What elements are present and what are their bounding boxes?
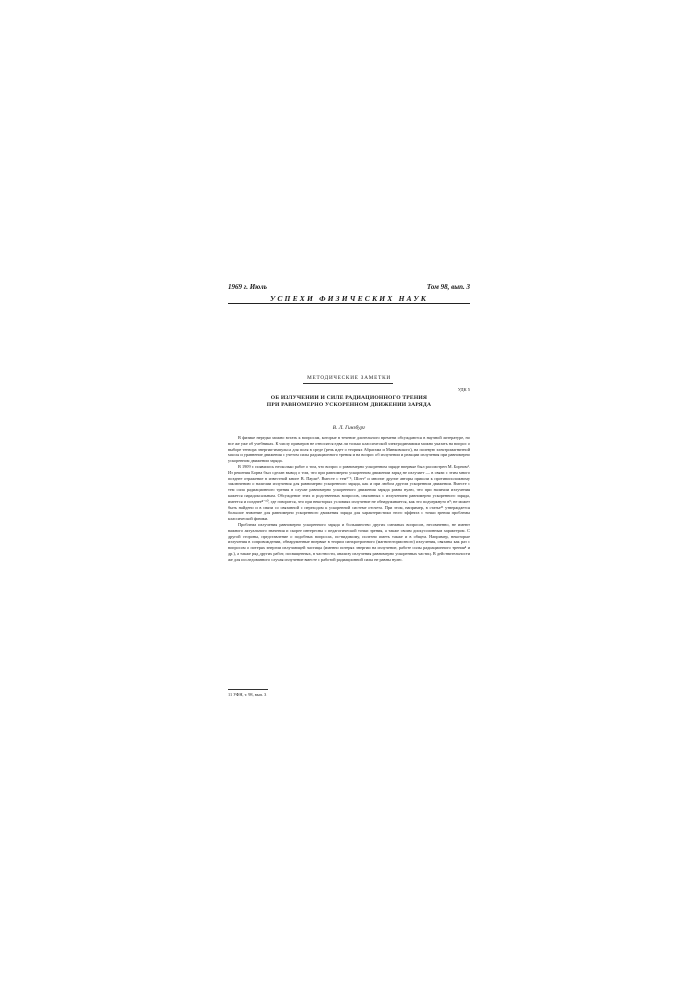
article-author: В. Л. Гинзбург [332,425,366,431]
article-title [228,395,470,409]
section-rule [303,383,393,384]
header-rule [228,303,470,304]
running-header [228,283,470,293]
section-heading: МЕТОДИЧЕСКИЕ ЗАМЕТКИ [307,375,391,381]
body-paragraph-2: В 1909 г. появилось несколько работ о том, что вопрос о равномерно ускоренном заряде впервые был рассмотрен М. Борном¹. Из решения Борна был сделан вывод о том, что при равномерно ускоренном движении заряд не излучает — в связи с этим много позднее отражение в известной книге В. Паули². Вместе с тем³⁻⁶, Шотт⁷ и многие другие авторы пришли к противоположному заключению о наличии излучения для равномерно ускоренного заряда, как и при любом другом ускоренном движении. Вместе с тем сила радиационного трения в случае равномерно ускоренного движения заряда равна нулю, что при наличии излучения кажется парадоксальным. Обсуждение этих и родственных вопросов, связанных с излучением равномерно ускоренного заряда, имеется и позднее⁸⁻¹⁰, где говорится, что при некоторых условиях излучение не обнаруживается, как это подчеркнуто в⁹; не может быть найдено и в связи со связанной с переходом к ускоренной системе отсчета. При этом, например, в статье¹¹ утверждается большое значение для равномерно ускоренного движения заряда для характеристики этого эффекта с точки зрения проблемы классической физики. [228,463,470,522]
body-paragraph-1: В физике нередко можно встать к вопросам, которые в течение длительного времени обсуждаются в научной литературе, но все же уже об учебниках. К числу примеров не относятся едва ли только классической электродинамики можно указать на вопрос о выборе тензора энергии-импульса для поля в среде (речь идет о теориях Абрагама и Минковского), на полевую электромагнитной массы и уравнение движения с учетом силы радиационного трения и на вопрос об излучении и реакции излучения при равномерно ускоренном движении заряда. [228,435,470,464]
journal-page [228,283,470,718]
journal-title: УСПЕХИ ФИЗИЧЕСКИХ НАУК [269,294,429,303]
body-paragraph-3: Проблема излучения равномерно ускоренного заряда и большинство других смежных вопросов, несомненно, не имеют важного актуального значения и скорее интересны с педагогической точки зрения, а также своим дискуссионным характером. С другой стороны, представление о подобных вопросах, по-видимому, полезно иметь также и в общем. Например, некоторые излучения в сопровождении, обнаруженные впервые в теории синхротронного (магнитотормозного) излучения, связаны как раз с вопросом о потерях энергии излучающей частицы (именно потерях энергии на излучение, работе силы радиационного трения⁴ и др.), а также ряд других работ, посвященных, в частности, анализу излучения равномерно ускоренных частиц. В действительности же для исследованного случая излучение вместе с работой радиационной силы не равны нулю. [228,521,470,562]
article-title-line-1: ОБ ИЗЛУЧЕНИИ И СИЛЕ РАДИАЦИОННОГО ТРЕНИЯ [270,395,428,401]
volume-number: Том 98, вып. 3 [426,283,470,291]
article-title-line-2: ПРИ РАВНОМЕРНО УСКОРЕННОМ ДВИЖЕНИИ ЗАРЯДА [266,402,432,408]
udc-code: УДК 5 [457,387,470,392]
article-body [228,435,470,563]
page-footnote: 11 УФН, т. 98, вып. 3 [228,692,267,697]
issue-date: 1969 г. Июль [228,283,267,291]
footnote-rule [228,689,268,690]
